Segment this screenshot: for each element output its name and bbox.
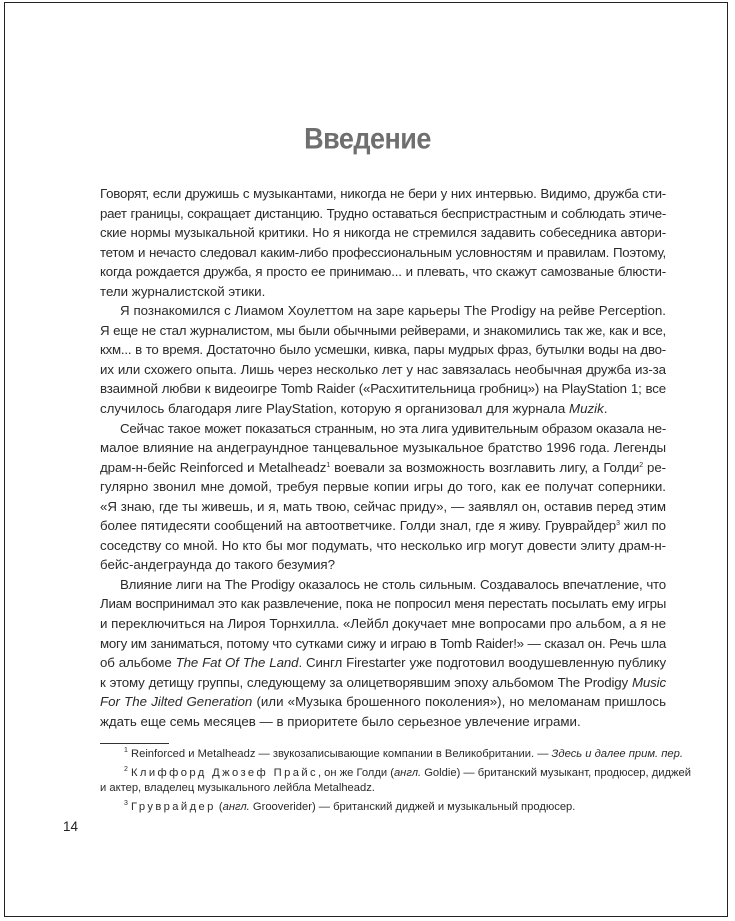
paragraph-4 [100,575,666,731]
italic-album-title: For The Jilted Generation [100,694,253,710]
text-line: Я еще не стал журналистом, мы были обычными рейверами, и знакомились так же, как и все, [100,322,666,338]
body-text [100,184,666,731]
chapter-title: Введение [304,122,431,156]
text-line: Сейчас такое может показаться странным, но эта лига удивительным образом оказала не- [120,420,666,436]
footnote-2 [100,766,691,796]
text-line: Я познакомился с Лиамом Хоулеттом на заре карьеры The Prodigy на рейве Perception. [120,303,666,319]
footnote-italic: англ. [222,801,250,813]
text-segment: к этому детищу группы, следующему за олицетворявшим эпоху альбомом The Prodigy [100,674,632,690]
footnote-1 [100,747,683,762]
page-number: 14 [63,819,79,834]
text-line: бейс-андеграунда до такого безумия? [100,557,335,573]
text-line: взаимной любви к видеоигре Tomb Raider («Расхитительница гробниц») на PlayStation 1; все [100,381,666,397]
footnote-line [100,766,691,781]
footnote-text: Grooverider) — британский диджей и музыкальный продюсер. [249,801,576,813]
text-line: Влияние лиги на The Prodigy оказалось не столь сильным. Создавалось впечатление, что [120,576,666,592]
text-segment: жил по [619,518,666,534]
footnote-name-spaced: Клиффорд Джозеф Прайс [131,767,318,779]
text-line: гулярно звонил мне домой, требуя первые копии игры до того, как ее получат соперники. [100,479,666,495]
text-line: и переключиться на Лироя Торнхилла. «Лейбл докучает мне вопросами про альбом, а я не [100,616,666,632]
footnote-line [100,747,683,762]
text-line: кхм... в то время. Достаточно было усмешки, кивка, пары мудрых фраз, бутылки воды на дво- [100,342,666,358]
text-line: рает границы, сокращает дистанцию. Трудно оставаться беспристрастным и соблюдать этиче- [100,205,666,221]
text-line: ждать еще семь месяцев — в приоритете было серьезное увлечение играми. [100,713,581,729]
footnote-number: 3 [124,800,128,807]
footnote-3 [100,800,666,815]
footnote-number: 2 [124,766,128,773]
text-line [100,458,666,478]
text-line [100,692,666,712]
footnote-text: , он же Голди ( [317,767,394,779]
text-line [100,653,666,673]
footnote-line [100,800,666,815]
footnote-text: ( [215,801,223,813]
text-line: тетом и нечасто следовал каким-либо профессиональным условностям и правилам. Поэтому, [100,244,666,260]
text-line: Говорят, если дружишь с музыкантами, никогда не бери у них интервью. Видимо, дружба сти- [100,186,666,201]
text-line: могу им заниматься, потому что сутками сижу и играю в Tomb Raider!» — сказал он. Речь шла [100,635,666,651]
italic-journal-name: Muzik [569,401,604,417]
text-line: малое влияние на андеграундное танцевальное музыкальное братство 1996 года. Легенды [100,440,666,456]
text-line [100,516,666,536]
text-line [100,399,666,419]
text-line: соседству со мной. Но кто бы мог подумать, что несколько игр могут довести элиту драм-н- [100,537,666,553]
footnote-ref-1[interactable]: 1 [326,461,331,469]
text-line: их или схожего опыта. Лишь через несколько лет у нас завязалась необычная дружба из-за [100,361,666,377]
text-segment: драм-н-бейс Reinforced и Metalheadz [100,459,327,475]
footnote-ref-2[interactable]: 2 [639,461,644,469]
text-line: Лиам воспринимал это как развлечение, пока не попросил меня перестать посылать ему игры [100,596,666,612]
text-line: ские нормы музыкальной критики. Но я никогда не стремился задавить собеседника автори- [100,225,666,241]
italic-album-title: The Fat Of The Land [175,655,299,671]
text-segment: воевали за возможность возглавить лигу, а Голди [330,459,640,475]
text-line: когда рождается дружба, я просто ее принимаю... и плевать, что скажут самозваные блюсти- [100,264,666,280]
footnote-ref-3[interactable]: 3 [616,520,620,528]
footnote-text: Reinforced и Metalheadz — звукозаписывающие компании в Великобритании. — [131,748,552,760]
paragraph-2 [100,301,666,418]
text-line: «Я знаю, где ты живешь, и я, мать твою, сейчас приду», — заявлял он, оставив перед этим [100,498,666,514]
text-segment: об альбоме [100,655,176,671]
italic-album-title: Music [632,674,666,690]
footnote-italic: Здесь и далее прим. пер. [551,748,683,760]
paragraph-3 [100,419,666,575]
text-segment: . Сингл Firestarter уже подготовил воодушевленную публику [298,655,666,671]
footnote-number: 1 [124,747,128,754]
paragraph-1 [100,184,666,301]
text-segment: более пятидесяти сообщений на автоответчике. Голди знал, где я живу. Груврайдер [100,518,617,534]
footnote-line: и актер, владелец музыкального лейбла Metalheadz. [100,782,375,794]
footnote-text: Goldie) — британский музыкант, продюсер, диджей [421,767,691,779]
text-segment: ре- [643,459,666,475]
text-segment: . [603,401,608,417]
text-segment: случилось благодаря лиге PlayStation, которую я организовал для журнала [100,401,570,417]
text-segment: (или «Музыка брошенного поколения»), но меломанам пришлось [252,694,666,710]
footnote-italic: англ. [393,767,422,779]
text-line: тели журналистской этики. [100,283,266,299]
footnote-divider [100,743,169,744]
text-line [100,673,666,693]
footnote-name-spaced: Груврайдер [131,801,216,813]
